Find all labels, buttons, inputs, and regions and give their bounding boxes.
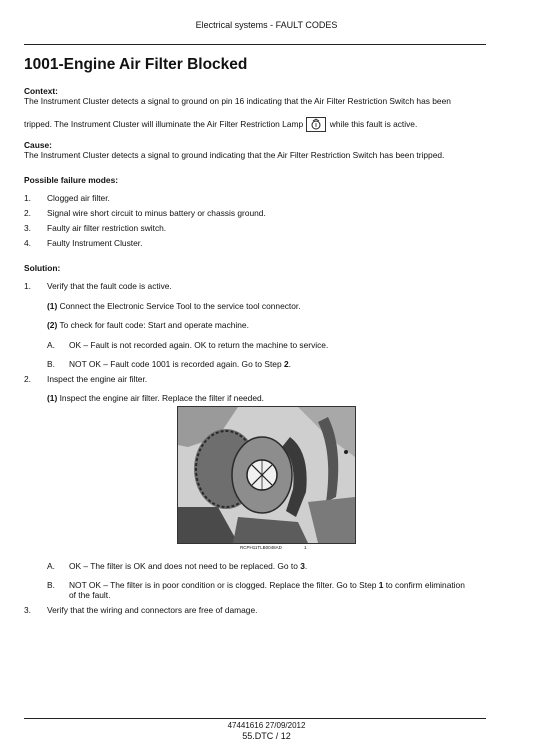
- option-text: OK – Fault is not recorded again. OK to return the machine to service.: [69, 340, 329, 350]
- failure-mode-number: 2.: [24, 208, 31, 218]
- step-text: Verify that the fault code is active.: [47, 281, 172, 291]
- header-rule: [24, 44, 486, 45]
- substep: [47, 320, 249, 331]
- option-label: B.: [47, 359, 55, 369]
- option-text-pre: NOT OK – The filter is in poor condition or is clogged. Replace the filter. Go to Step: [69, 580, 379, 590]
- page-title: 1001-Engine Air Filter Blocked: [24, 56, 248, 73]
- failure-modes-heading: Possible failure modes:: [24, 175, 119, 185]
- substep-text: Connect the Electronic Service Tool to the service tool connector.: [59, 301, 301, 311]
- step-link[interactable]: 2: [283, 359, 289, 369]
- option-text: [69, 580, 465, 591]
- step-link[interactable]: 3: [300, 561, 305, 571]
- failure-mode-item: Clogged air filter.: [47, 193, 110, 203]
- option-text-post: .: [304, 561, 308, 571]
- context-line-2-pre: tripped. The Instrument Cluster will illuminate the Air Filter Restriction Lamp: [24, 119, 304, 129]
- option-label: B.: [47, 580, 55, 590]
- failure-mode-item: Signal wire short circuit to minus battery or chassis ground.: [47, 208, 266, 218]
- figure-caption: [240, 545, 306, 550]
- step-number: 2.: [24, 374, 31, 384]
- solution-heading: Solution:: [24, 263, 61, 273]
- context-line-1: The Instrument Cluster detects a signal to ground on pin 16 indicating that the Air Filter Restriction Switch has been: [24, 96, 451, 106]
- air-filter-lamp-icon: [306, 117, 326, 132]
- option-text-continued: of the fault.: [69, 590, 111, 600]
- context-heading: Context:: [24, 86, 58, 96]
- step-number: 3.: [24, 605, 31, 615]
- context-line-2: [24, 117, 417, 132]
- substep-text: Inspect the engine air filter. Replace the filter if needed.: [59, 393, 264, 403]
- option-text: [69, 359, 291, 370]
- failure-mode-number: 3.: [24, 223, 31, 233]
- substep-number: (1): [47, 301, 58, 311]
- failure-mode-item: Faulty air filter restriction switch.: [47, 223, 167, 233]
- failure-mode-number: 1.: [24, 193, 31, 203]
- page-header: Electrical systems - FAULT CODES: [195, 20, 338, 30]
- option-label: A.: [47, 340, 55, 350]
- step-link[interactable]: 1: [378, 580, 384, 590]
- option-text-pre: NOT OK – Fault code 1001 is recorded again. Go to Step: [69, 359, 284, 369]
- option-label: A.: [47, 561, 55, 571]
- context-line-2-post: while this fault is active.: [329, 119, 418, 129]
- failure-mode-number: 4.: [24, 238, 31, 248]
- option-text-pre: OK – The filter is OK and does not need to be replaced. Go to: [69, 561, 301, 571]
- footer-rule: [24, 718, 486, 719]
- step-text: Inspect the engine air filter.: [47, 374, 148, 384]
- substep: [47, 301, 301, 312]
- substep-text: To check for fault code: Start and operate machine.: [59, 320, 249, 330]
- engine-air-filter-figure: [177, 406, 356, 544]
- footer-page-number: 55.DTC / 12: [242, 731, 291, 741]
- substep: [47, 393, 264, 404]
- step-text: Verify that the wiring and connectors are free of damage.: [47, 605, 258, 615]
- footer-doc-info: 47441616 27/09/2012: [227, 721, 306, 730]
- option-text-post: to confirm elimination: [383, 580, 465, 590]
- cause-heading: Cause:: [24, 140, 52, 150]
- figure-number: 1: [303, 545, 307, 550]
- step-number: 1.: [24, 281, 31, 291]
- option-text: [69, 561, 307, 572]
- option-text-post: .: [288, 359, 291, 369]
- cause-text: The Instrument Cluster detects a signal to ground indicating that the Air Filter Restriction Switch has been tripped.: [24, 150, 445, 160]
- figure-caption-code: RCPH11TLB0048AD: [240, 545, 282, 550]
- failure-mode-item: Faulty Instrument Cluster.: [47, 238, 143, 248]
- substep-number: (1): [47, 393, 58, 403]
- substep-number: (2): [47, 320, 58, 330]
